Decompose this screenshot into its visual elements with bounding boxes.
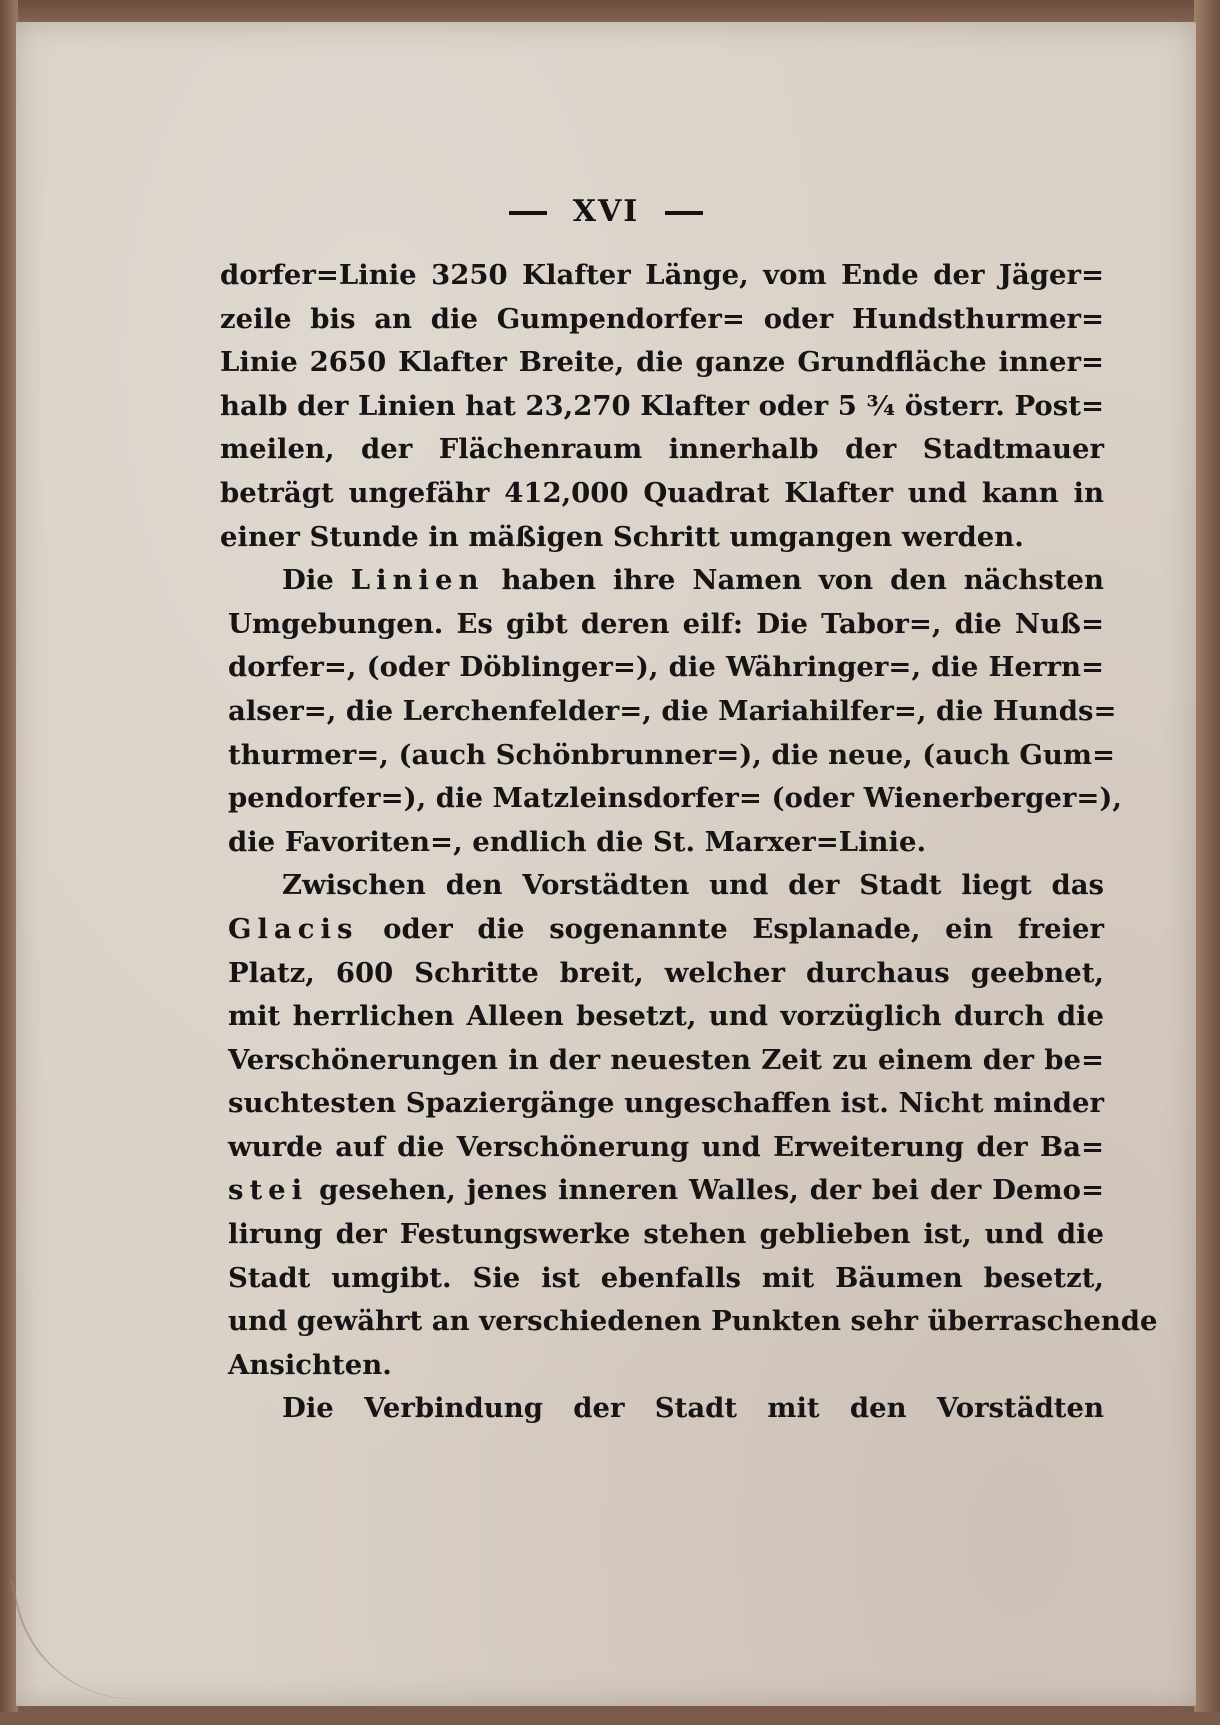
text-line: wurde auf die Verschönerung und Erweiterung der Ba=	[228, 1130, 1104, 1163]
text-line: Verschönerungen in der neuesten Zeit zu einem der be=	[228, 1043, 1104, 1076]
text-line: pendorfer=), die Matzleinsdorfer= (oder Wienerberger=),	[228, 782, 1122, 815]
spaced-word-linien: Linien	[350, 564, 485, 597]
text-run: oder die sogenannte Esplanade, ein freier	[383, 912, 1104, 945]
text-line: Zwischen den Vorstädten und der Stadt liegt das	[282, 869, 1104, 902]
spaced-word-glacis: Glacis	[228, 912, 359, 945]
text-line: beträgt ungefähr 412,000 Quadrat Klafter und kann in	[220, 476, 1104, 509]
text-line: halb der Linien hat 23,270 Klafter oder 5 ¾ österr. Post=	[220, 389, 1104, 422]
text-line: Die Verbindung der Stadt mit den Vorstädten	[282, 1392, 1104, 1425]
header-dash-right	[665, 211, 703, 215]
page-corner-fold	[10, 1549, 165, 1724]
text-line: einer Stunde in mäßigen Schritt umgangen werden.	[220, 520, 1024, 553]
text-line: mit herrlichen Alleen besetzt, und vorzüglich durch die	[228, 1000, 1104, 1033]
text-run: gesehen, jenes inneren Walles, der bei der Demo=	[319, 1174, 1104, 1207]
text-line: Linie 2650 Klafter Breite, die ganze Grundfläche inner=	[220, 346, 1104, 379]
text-line: dorfer=Linie 3250 Klafter Länge, vom Ende der Jäger=	[220, 259, 1104, 291]
text-line: suchtesten Spaziergänge ungeschaffen ist. Nicht minder	[228, 1087, 1104, 1120]
text-line: die Favoriten=, endlich die St. Marxer=Linie.	[228, 825, 927, 858]
paragraph-line-bastei	[220, 1169, 1104, 1213]
text-line: Platz, 600 Schritte breit, welcher durchaus geebnet,	[228, 956, 1104, 989]
header-dash-left	[509, 211, 547, 215]
text-line: Umgebungen. Es gibt deren eilf: Die Tabor=, die Nuß=	[228, 607, 1104, 640]
body-text	[220, 254, 1158, 1431]
paragraph-line-glacis	[220, 908, 1104, 952]
text-line: alser=, die Lerchenfelder=, die Mariahilfer=, die Hunds=	[228, 694, 1117, 727]
spaced-word-bastei: stei	[228, 1174, 309, 1207]
text-run: haben ihre Namen von den nächsten	[501, 564, 1105, 597]
text-line: dorfer=, (oder Döblinger=), die Währinger=, die Herrn=	[228, 651, 1104, 684]
text-line: meilen, der Flächenraum innerhalb der Stadtmauer	[220, 433, 1104, 466]
page-header	[16, 194, 1196, 229]
text-run: Die	[282, 564, 334, 597]
text-line: lirung der Festungswerke stehen geblieben ist, und die	[228, 1218, 1104, 1251]
paragraph-start-linien	[220, 559, 1104, 603]
text-line: und gewährt an verschiedenen Punkten sehr überraschende	[228, 1305, 1158, 1338]
book-cover-right-edge	[1194, 0, 1220, 1712]
page-number: XVI	[572, 194, 640, 229]
book-page	[16, 22, 1196, 1706]
text-line: zeile bis an die Gumpendorfer= oder Hundsthurmer=	[220, 302, 1104, 335]
text-line: Ansichten.	[228, 1348, 392, 1381]
text-line: thurmer=, (auch Schönbrunner=), die neue, (auch Gum=	[228, 738, 1116, 771]
text-line: Stadt umgibt. Sie ist ebenfalls mit Bäumen besetzt,	[228, 1261, 1104, 1294]
